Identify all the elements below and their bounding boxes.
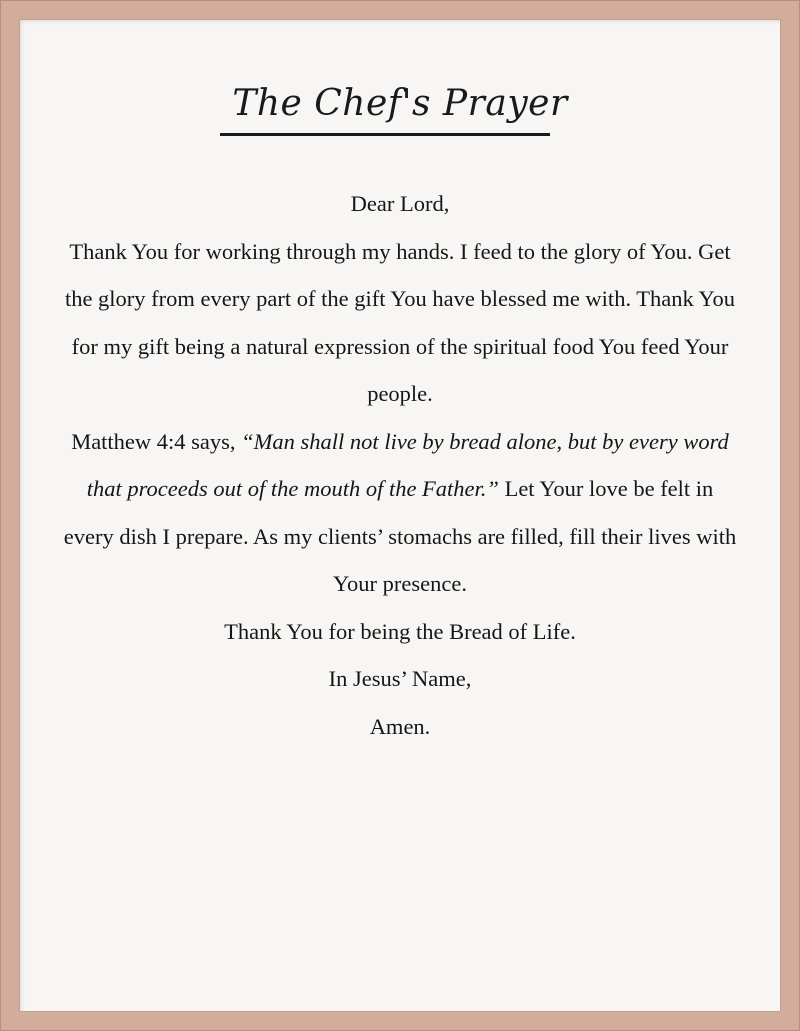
salutation: Dear Lord, [350, 191, 450, 216]
closing-line: Thank You for being the Bread of Life. [224, 618, 576, 644]
title-underline [220, 133, 550, 136]
in-jesus-name: In Jesus’ Name, [328, 666, 472, 691]
page-title: The Chef's Prayer [232, 83, 568, 124]
paragraph-thanks: Thank You for working through my hands. I feed to the glory of You. Get the glory from every part of the gift You have blessed me with. Thank You for my gift being a natural expression of the spiritual food You feed Your people. [64, 238, 736, 406]
scripture-rest: Let Your love be felt in every dish I prepare. As my clients’ stomachs are filled, fill their lives with Your presence. [63, 476, 737, 596]
paragraph-scripture [60, 418, 740, 608]
scripture-quote: “Man shall not live by bread alone, but by every word that proceeds out of the mouth of the Father.” [86, 428, 729, 501]
amen: Amen. [369, 713, 431, 739]
title-area [0, 82, 800, 126]
prayer-body [60, 180, 740, 750]
scripture-lead: Matthew 4:4 says, [71, 428, 242, 454]
